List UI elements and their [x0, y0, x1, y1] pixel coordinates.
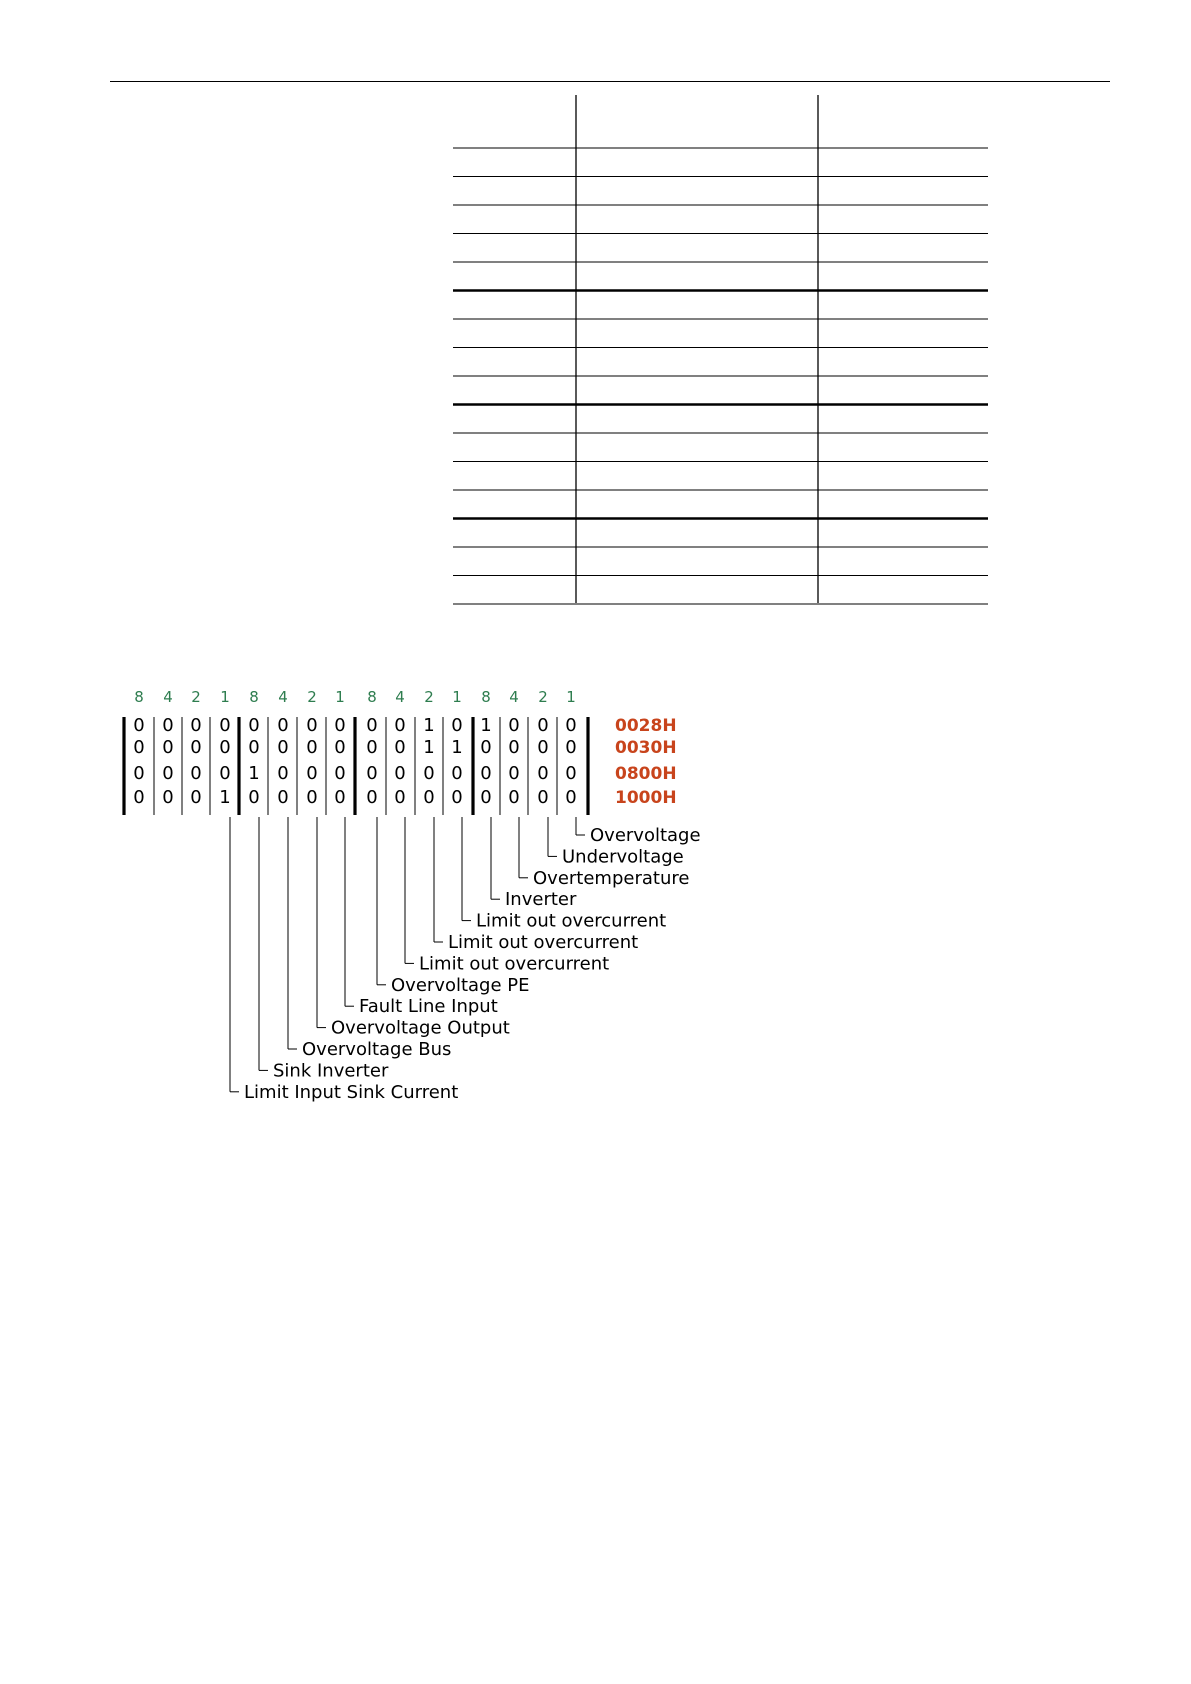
bit-weight-label: 2 — [424, 688, 434, 706]
bit-value: 0 — [537, 737, 549, 758]
flag-label: Limit Input Sink Current — [244, 1081, 459, 1103]
bit-value: 0 — [219, 715, 231, 736]
bit-value: 1 — [219, 787, 231, 808]
bit-weight-label: 4 — [163, 688, 173, 706]
bit-value: 1 — [248, 763, 260, 784]
bit-value: 0 — [162, 787, 174, 808]
bit-value: 0 — [508, 763, 520, 784]
flag-label: Overvoltage PE — [391, 974, 530, 996]
bit-value: 0 — [451, 787, 463, 808]
bit-value: 0 — [508, 787, 520, 808]
bit-weight-label: 8 — [249, 688, 259, 706]
bit-value: 1 — [423, 737, 435, 758]
bit-value: 0 — [334, 737, 346, 758]
bit-value: 0 — [277, 715, 289, 736]
bit-value: 0 — [565, 787, 577, 808]
bit-weight-label: 8 — [367, 688, 377, 706]
bit-value: 1 — [451, 737, 463, 758]
bit-value: 0 — [219, 737, 231, 758]
bit-value: 0 — [366, 763, 378, 784]
bit-value: 0 — [190, 763, 202, 784]
hex-code: 0028H — [615, 716, 677, 736]
bit-value: 0 — [306, 737, 318, 758]
bit-value: 0 — [248, 715, 260, 736]
flag-label: Overvoltage Bus — [302, 1039, 452, 1060]
bit-weight-label: 1 — [335, 688, 345, 706]
bit-weight-label: 4 — [509, 688, 519, 706]
bit-value: 0 — [508, 715, 520, 736]
bit-weight-label: 4 — [395, 688, 405, 706]
flag-label: Overvoltage Output — [331, 1017, 510, 1039]
bit-value: 0 — [423, 787, 435, 808]
bit-value: 0 — [508, 737, 520, 758]
bit-value: 0 — [334, 787, 346, 808]
flag-label: Sink Inverter — [273, 1060, 389, 1082]
bit-value: 0 — [423, 763, 435, 784]
bit-value: 0 — [394, 737, 406, 758]
bit-value: 0 — [162, 737, 174, 758]
bit-weight-label: 1 — [452, 688, 462, 706]
bit-value: 0 — [565, 763, 577, 784]
bit-value: 1 — [423, 715, 435, 736]
bit-value: 0 — [394, 715, 406, 736]
bit-weight-label: 1 — [566, 688, 576, 706]
bit-value: 0 — [306, 787, 318, 808]
bit-value: 0 — [366, 715, 378, 736]
bit-value: 0 — [366, 737, 378, 758]
bit-value: 0 — [190, 787, 202, 808]
bit-value: 0 — [480, 763, 492, 784]
bit-value: 0 — [133, 737, 145, 758]
flag-label: Overvoltage — [590, 825, 701, 846]
bit-value: 0 — [537, 787, 549, 808]
bit-value: 0 — [537, 715, 549, 736]
bit-value: 0 — [162, 715, 174, 736]
bit-value: 0 — [565, 737, 577, 758]
bit-weight-label: 2 — [307, 688, 317, 706]
flag-label: Overtemperature — [533, 867, 690, 889]
bit-value: 0 — [366, 787, 378, 808]
bit-value: 0 — [394, 763, 406, 784]
bit-value: 0 — [451, 715, 463, 736]
flag-label: Limit out overcurrent — [448, 932, 639, 953]
bit-weight-label: 1 — [220, 688, 230, 706]
bit-value: 0 — [190, 737, 202, 758]
bit-value: 0 — [277, 737, 289, 758]
bit-weight-label: 8 — [481, 688, 491, 706]
bit-value: 0 — [277, 763, 289, 784]
bit-weight-label: 2 — [191, 688, 201, 706]
bit-value: 0 — [451, 763, 463, 784]
bit-value: 0 — [248, 787, 260, 808]
bit-value: 0 — [334, 715, 346, 736]
bit-value: 0 — [480, 787, 492, 808]
bit-value: 1 — [480, 715, 492, 736]
flag-label: Inverter — [505, 889, 577, 911]
hex-code: 1000H — [615, 788, 677, 808]
bit-value: 0 — [394, 787, 406, 808]
flag-label: Limit out overcurrent — [476, 910, 667, 932]
flag-label: Undervoltage — [562, 846, 684, 868]
hex-code: 0800H — [615, 764, 677, 784]
bit-value: 0 — [306, 763, 318, 784]
bit-value: 0 — [190, 715, 202, 736]
bit-value: 0 — [219, 763, 231, 784]
bit-value: 0 — [133, 715, 145, 736]
bit-value: 0 — [162, 763, 174, 784]
flag-label: Limit out overcurrent — [419, 953, 610, 975]
bit-value: 0 — [334, 763, 346, 784]
bit-value: 0 — [277, 787, 289, 808]
bit-value: 0 — [133, 763, 145, 784]
flag-label: Fault Line Input — [359, 996, 498, 1018]
bit-value: 0 — [133, 787, 145, 808]
bit-value: 0 — [480, 737, 492, 758]
bit-value: 0 — [248, 737, 260, 758]
bit-value: 0 — [306, 715, 318, 736]
bit-weight-label: 8 — [134, 688, 144, 706]
bit-weight-label: 4 — [278, 688, 288, 706]
bit-weight-label: 2 — [538, 688, 548, 706]
bit-value: 0 — [537, 763, 549, 784]
bit-value: 0 — [565, 715, 577, 736]
hex-code: 0030H — [615, 738, 677, 758]
